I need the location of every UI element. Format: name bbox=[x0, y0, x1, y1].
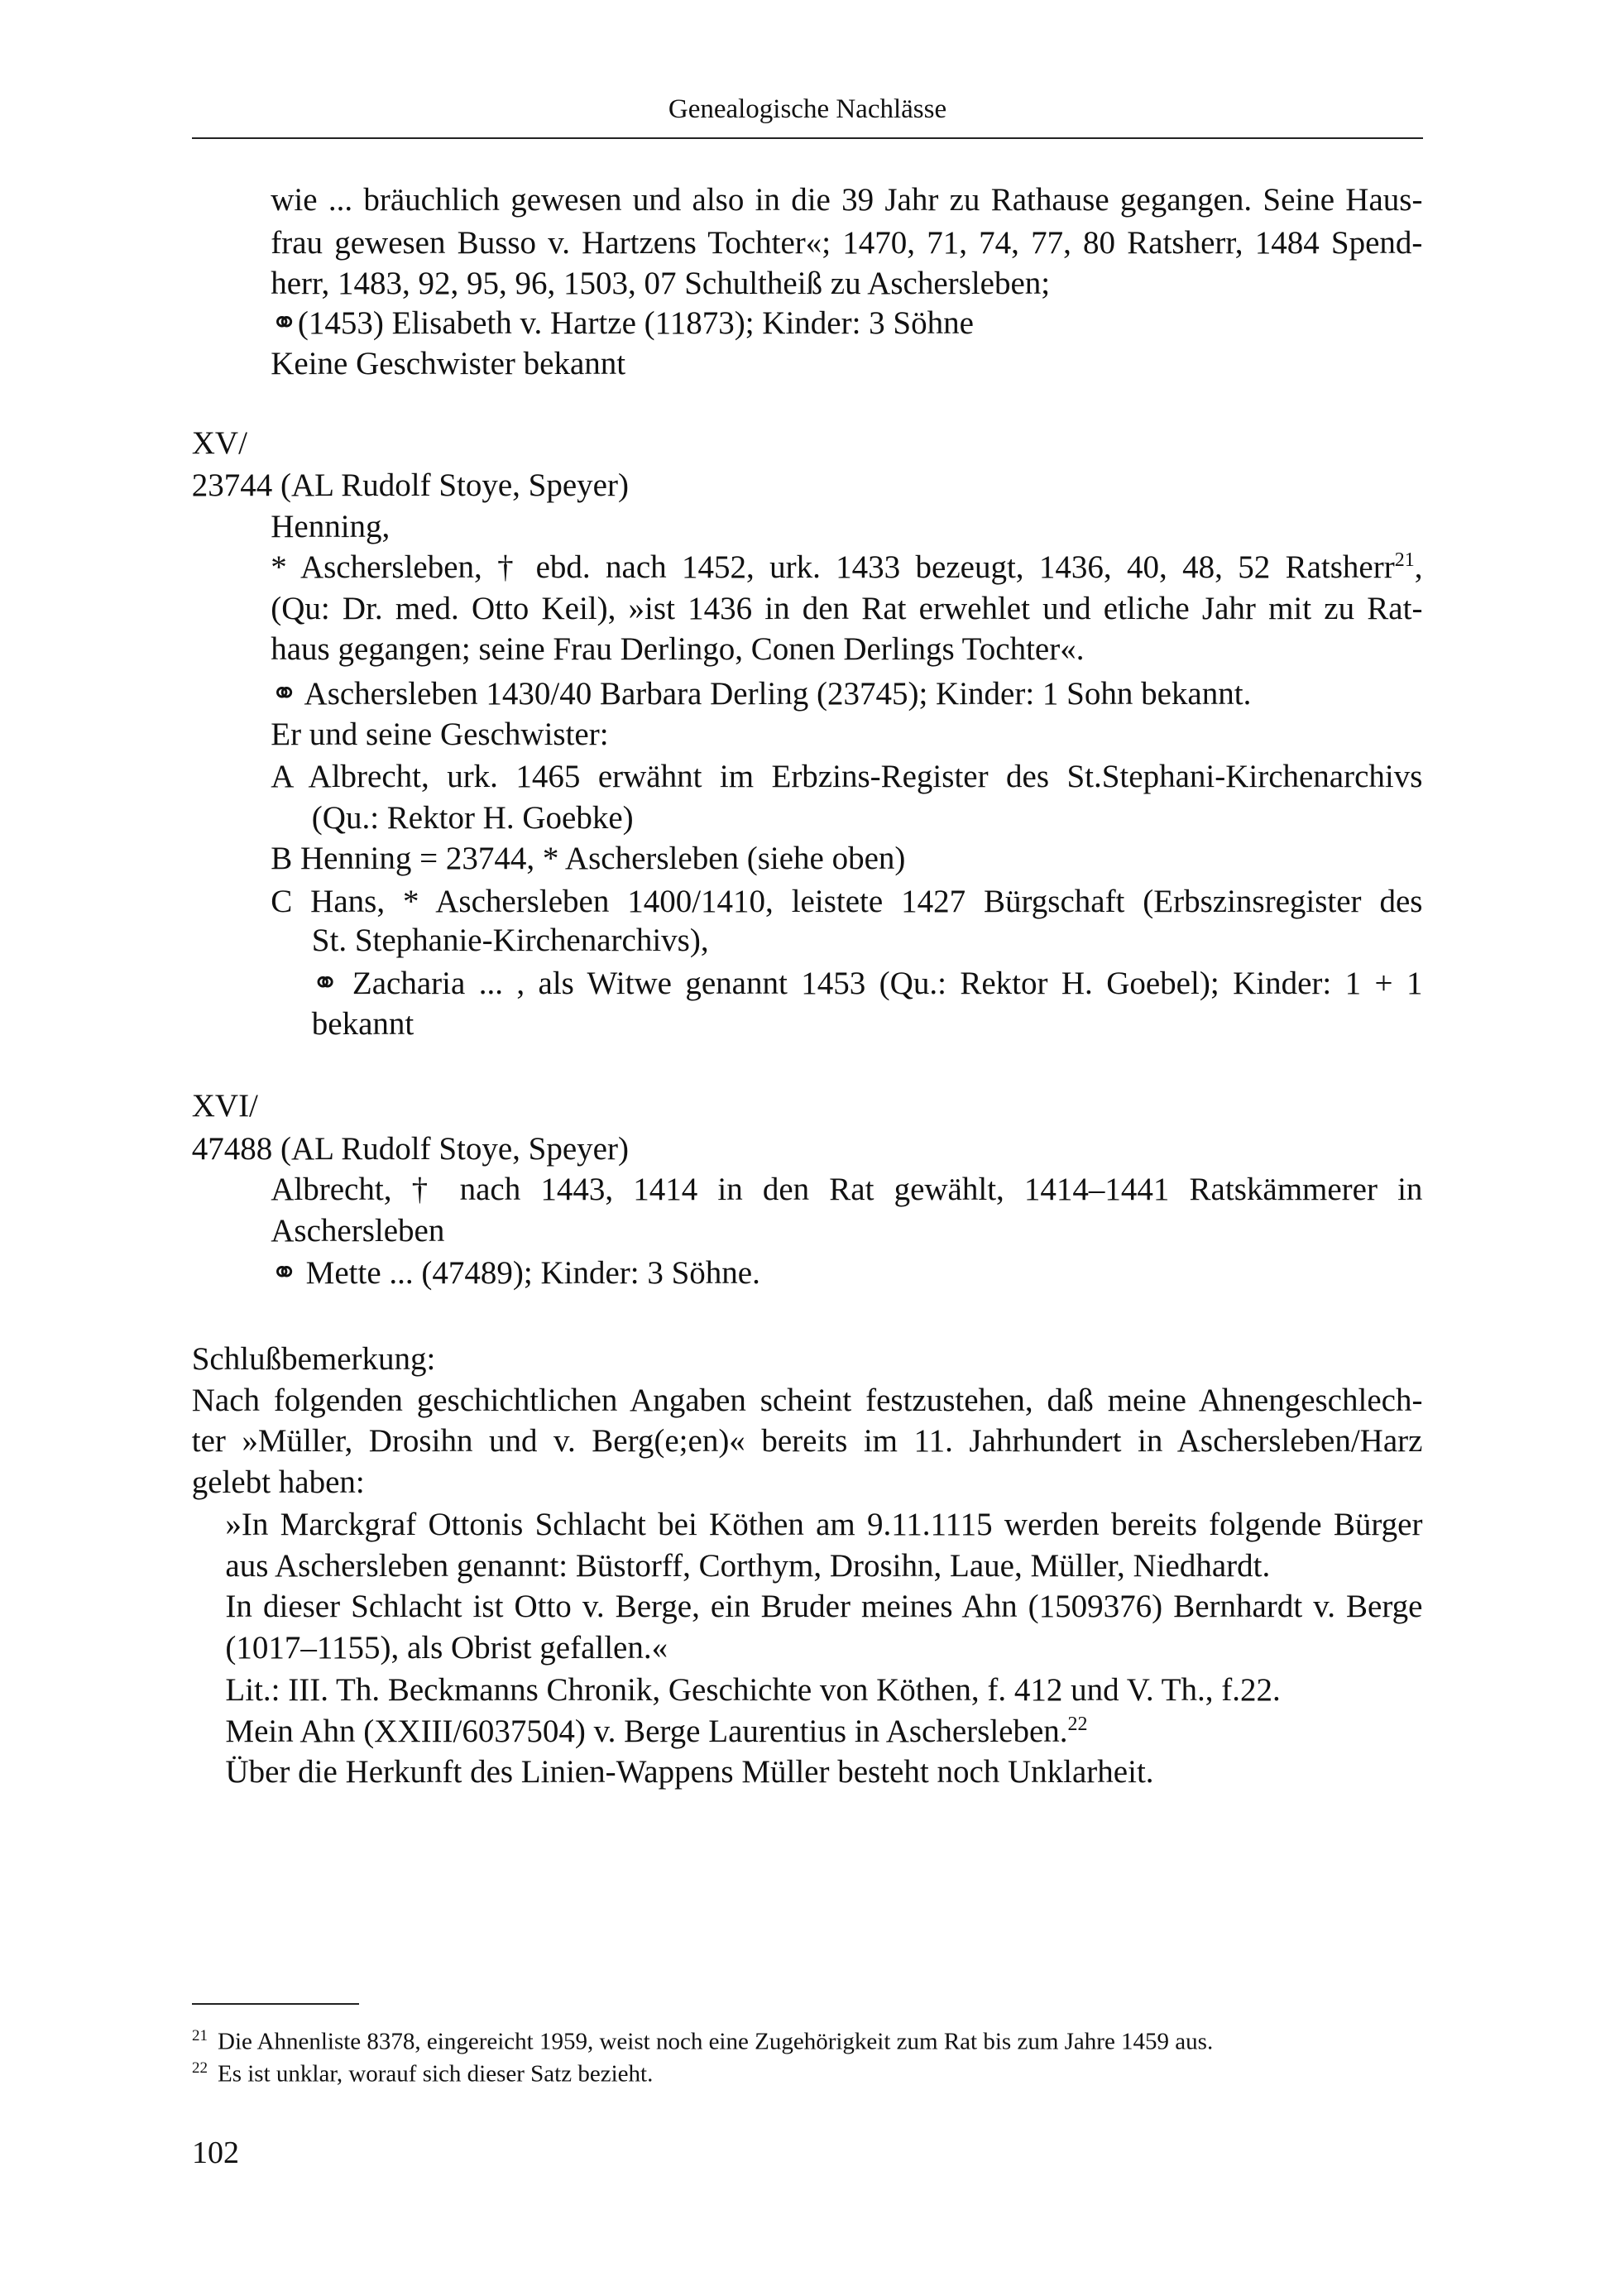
footnote-rule bbox=[192, 2003, 359, 2005]
line-text-tail: , bbox=[1414, 549, 1423, 586]
text-line bbox=[225, 1752, 1153, 1793]
text-line bbox=[225, 1504, 1422, 1546]
line-text: haus gegangen; seine Frau Derlingo, Conen Derlings Tochter«. bbox=[271, 631, 1085, 668]
text-line bbox=[271, 714, 608, 755]
header-rule bbox=[192, 137, 1423, 139]
line-text: 23744 (AL Rudolf Stoye, Speyer) bbox=[191, 467, 629, 504]
line-text: wie ... bräuchlich gewesen und also in die 39 Jahr zu Rathause gegangen. Seine Haus- bbox=[271, 182, 1423, 218]
text-line bbox=[271, 881, 1422, 923]
line-text: (Qu: Dr. med. Otto Keil), »ist 1436 in den Rat erwehlet und etliche Jahr mit zu Rat- bbox=[271, 590, 1423, 626]
footnote-marker[interactable]: 22 bbox=[1067, 1713, 1088, 1735]
text-line bbox=[271, 547, 1422, 588]
line-text: Lit.: III. Th. Beckmanns Chronik, Geschichte von Köthen, f. 412 und V. Th., f.22. bbox=[225, 1672, 1281, 1709]
text-line bbox=[225, 1546, 1270, 1587]
text-line bbox=[192, 1380, 1423, 1421]
line-text: * Aschersleben, † ebd. nach 1452, urk. 1433 bezeugt, 1436, 40, 48, 52 Ratsherr bbox=[271, 549, 1395, 586]
text-line bbox=[271, 1210, 444, 1252]
line-text: Aschersleben bbox=[271, 1212, 445, 1249]
text-line bbox=[271, 1253, 760, 1294]
text-line bbox=[312, 1004, 414, 1045]
line-text: Über die Herkunft des Linien-Wappens Müller besteht noch Unklarheit. bbox=[225, 1754, 1154, 1790]
line-text: XV/ bbox=[191, 425, 247, 461]
line-text: herr, 1483, 92, 95, 96, 1503, 07 Schultheiß zu Aschersleben; bbox=[271, 266, 1051, 302]
line-text: ⚭ Mette ... (47489); Kinder: 3 Söhne. bbox=[271, 1255, 760, 1292]
text-line bbox=[192, 1129, 629, 1170]
line-text: Er und seine Geschwister: bbox=[271, 717, 609, 753]
line-text: frau gewesen Busso v. Hartzens Tochter«; 1470, 71, 74, 77, 80 Ratsherr, 1484 Spend- bbox=[271, 224, 1423, 261]
text-line bbox=[271, 629, 1084, 670]
line-text: aus Aschersleben genannt: Büstorff, Corthym, Drosihn, Laue, Müller, Niedhardt. bbox=[225, 1547, 1271, 1584]
footnote bbox=[192, 2053, 653, 2090]
text-line bbox=[271, 588, 1422, 630]
text-line bbox=[192, 1086, 258, 1127]
text-line bbox=[225, 1670, 1280, 1711]
line-text: Schlußbemerkung: bbox=[191, 1341, 436, 1378]
line-text: C Hans, * Aschersleben 1400/1410, leistete 1427 Bürgschaft (Erbszinsregister des bbox=[271, 883, 1423, 919]
page-number: 102 bbox=[192, 2135, 239, 2170]
line-text: »In Marckgraf Ottonis Schlacht bei Köthen am 9.11.1115 werden bereits folgende Bürger bbox=[225, 1507, 1423, 1543]
text-line bbox=[192, 465, 629, 506]
line-text: (Qu.: Rektor H. Goebke) bbox=[311, 799, 634, 836]
line-text: gelebt haben: bbox=[191, 1464, 365, 1500]
text-line bbox=[225, 1586, 1422, 1627]
text-line bbox=[271, 223, 1422, 264]
line-text: In dieser Schlacht ist Otto v. Berge, ein Bruder meines Ahn (1509376) Bernhardt v. Berge bbox=[225, 1589, 1423, 1625]
text-line bbox=[312, 798, 634, 839]
line-text: ⚭ Aschersleben 1430/40 Barbara Derling (23745); Kinder: 1 Sohn bekannt. bbox=[271, 675, 1252, 712]
line-text: Nach folgenden geschichtlichen Angaben scheint festzustehen, daß meine Ahnengeschlech- bbox=[191, 1382, 1423, 1418]
line-text: ter »Müller, Drosihn und v. Berg(e;en)« bereits im 11. Jahrhundert in Aschersleben/Harz bbox=[191, 1423, 1423, 1460]
text-line bbox=[271, 506, 390, 548]
text-line bbox=[271, 343, 625, 385]
text-line bbox=[271, 263, 1050, 304]
line-text: Henning, bbox=[271, 508, 391, 544]
text-line bbox=[225, 1627, 668, 1669]
text-line bbox=[192, 1339, 436, 1380]
line-text: A Albrecht, urk. 1465 erwähnt im Erbzins-Register des St.Stephani-Kirchenarchivs bbox=[271, 759, 1423, 795]
footnote-number: 21 bbox=[192, 2026, 208, 2044]
line-text: St. Stephanie-Kirchenarchivs), bbox=[311, 923, 709, 959]
line-text: Keine Geschwister bekannt bbox=[271, 346, 626, 382]
text-line bbox=[192, 1462, 365, 1503]
text-line bbox=[271, 1169, 1422, 1210]
footnote-text: Die Ahnenliste 8378, eingereicht 1959, weist noch eine Zugehörigkeit zum Rat bis zum Jahre 1459 aus. bbox=[218, 2028, 1214, 2055]
line-text: XVI/ bbox=[191, 1088, 258, 1124]
line-text: bekannt bbox=[311, 1006, 414, 1043]
footnote-number: 22 bbox=[192, 2059, 208, 2077]
text-line bbox=[271, 838, 905, 880]
running-header: Genealogische Nachlässe bbox=[668, 94, 947, 124]
text-line bbox=[312, 920, 709, 961]
line-text: Albrecht, † nach 1443, 1414 in den Rat gewählt, 1414–1441 Ratskämmerer in bbox=[271, 1172, 1423, 1208]
text-line bbox=[271, 673, 1251, 715]
text-line bbox=[225, 1711, 1087, 1752]
text-line bbox=[271, 303, 974, 344]
line-text: 47488 (AL Rudolf Stoye, Speyer) bbox=[191, 1130, 629, 1167]
text-line bbox=[271, 180, 1422, 221]
text-line bbox=[192, 1421, 1423, 1462]
text-line bbox=[312, 963, 1423, 1004]
line-text: ⚭(1453) Elisabeth v. Hartze (11873); Kinder: 3 Söhne bbox=[271, 304, 974, 341]
footnote-marker[interactable]: 21 bbox=[1394, 549, 1415, 572]
line-text: (1017–1155), als Obrist gefallen.« bbox=[225, 1629, 668, 1666]
line-text: Mein Ahn (XXIII/6037504) v. Berge Laurentius in Aschersleben. bbox=[225, 1713, 1068, 1749]
text-line bbox=[192, 423, 247, 464]
text-line bbox=[271, 756, 1422, 798]
line-text: B Henning = 23744, * Aschersleben (siehe oben) bbox=[271, 841, 906, 877]
line-text: ⚭ Zacharia ... , als Witwe genannt 1453 (Qu.: Rektor H. Goebel); Kinder: 1 + 1 bbox=[311, 965, 1423, 1001]
footnote-text: Es ist unklar, worauf sich dieser Satz bezieht. bbox=[218, 2060, 654, 2087]
